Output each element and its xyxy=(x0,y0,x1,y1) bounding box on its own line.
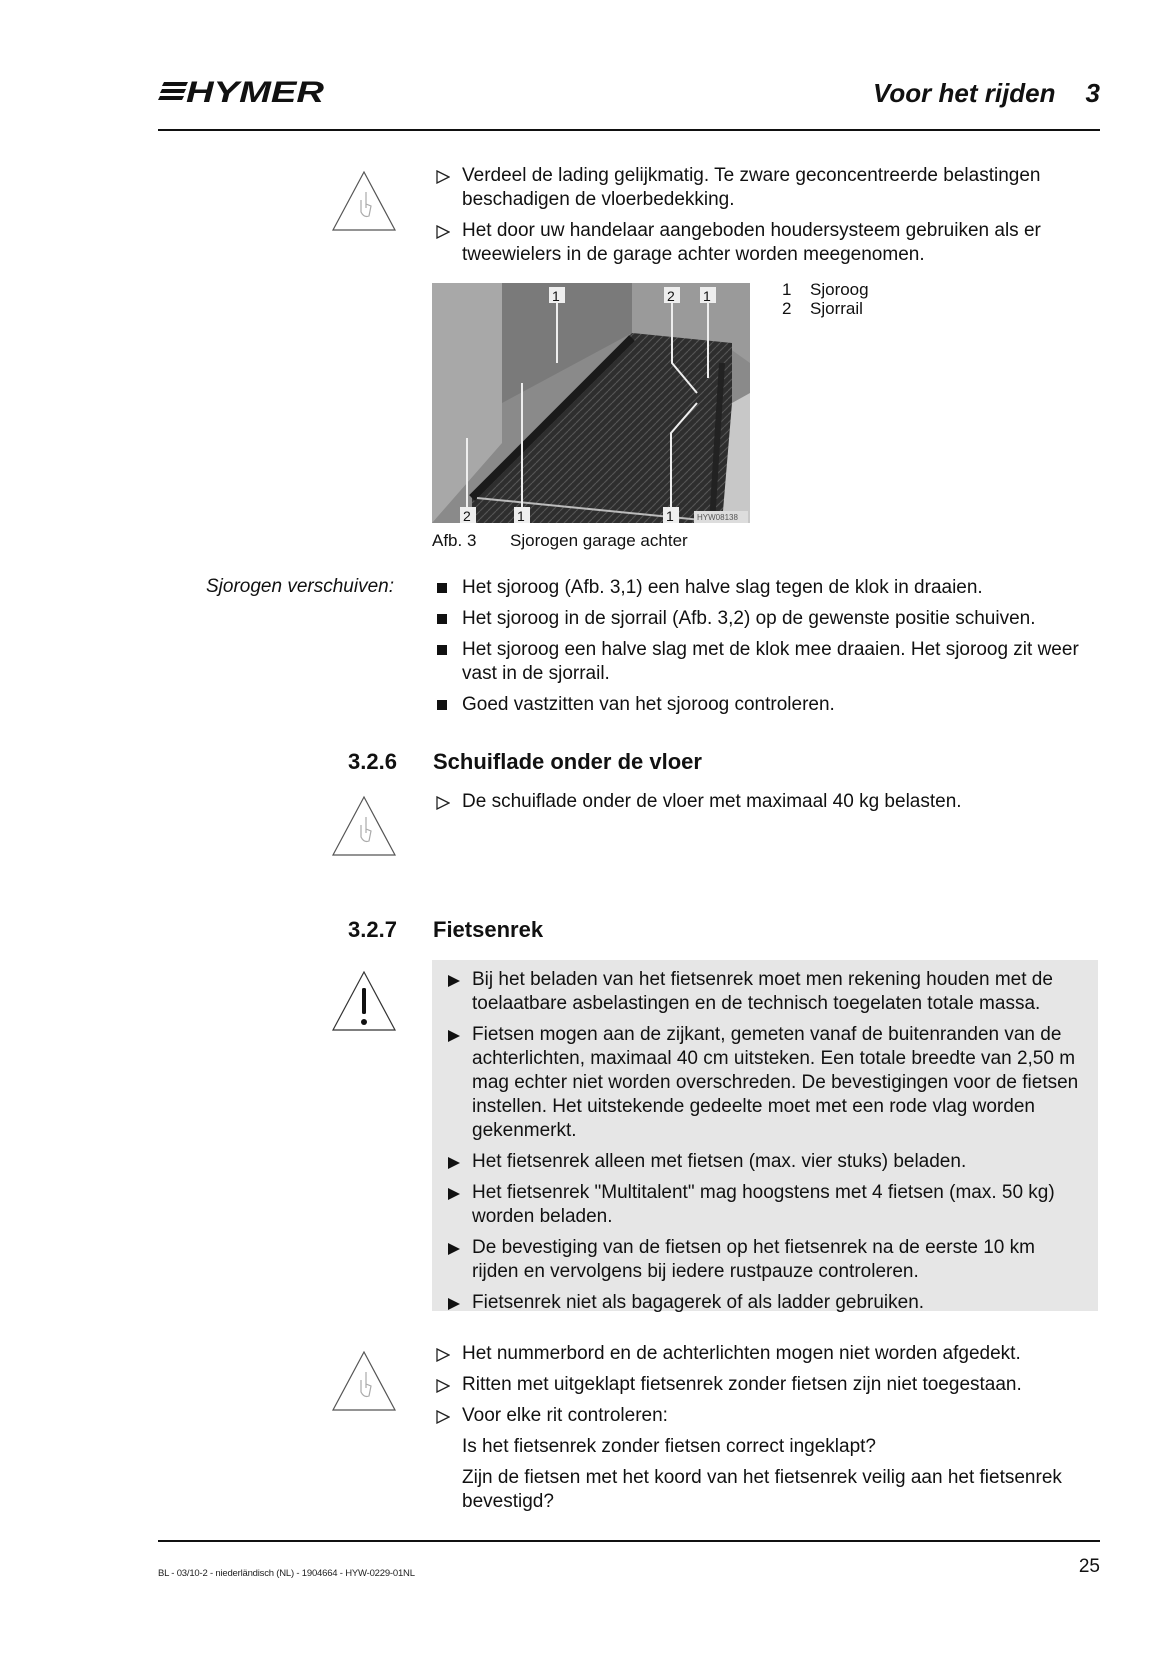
list-item: Het sjoroog (Afb. 3,1) een halve slag tegen de klok in draaien. xyxy=(432,576,1100,600)
footer-rule xyxy=(158,1540,1100,1542)
hollow-triangle-bullet-icon xyxy=(436,1404,454,1424)
figure-callout: 1 xyxy=(703,288,711,304)
caption-label: Afb. 3 xyxy=(432,531,477,550)
list-item: Het fietsenrek "Multitalent" mag hoogstens met 4 fietsen (max. 50 kg) worden beladen. xyxy=(443,1181,1083,1229)
garage-photo xyxy=(432,283,750,523)
check-item: Is het fietsenrek zonder fietsen correct ingeklapt? xyxy=(462,1436,877,1457)
filled-triangle-bullet-icon xyxy=(447,1181,465,1201)
logo-speed-lines-icon xyxy=(158,82,188,100)
fietsenrek-notes-list xyxy=(432,1342,1100,1521)
page-number: 25 xyxy=(1078,1556,1100,1577)
list-item: Het fietsenrek alleen met fietsen (max. vier stuks) beladen. xyxy=(443,1150,1083,1174)
procedure-label: Sjorogen verschuiven: xyxy=(206,576,394,597)
chapter-header xyxy=(873,78,1100,109)
list-item: Goed vastzitten van het sjoroog controleren. xyxy=(432,693,1100,717)
list-item: Voor elke rit controleren: xyxy=(432,1404,1100,1428)
figure-caption xyxy=(432,531,688,551)
figure-image-code: HYW08138 xyxy=(697,513,738,522)
hymer-logo xyxy=(158,76,326,108)
hollow-triangle-bullet-icon xyxy=(436,164,454,184)
document-reference: BL - 03/10-2 - niederländisch (NL) - 1904664 - HYW-0229-01NL xyxy=(158,1568,415,1579)
list-item: Fietsenrek niet als bagagerek of als ladder gebruiken. xyxy=(443,1291,1083,1315)
fietsenrek-warning-list xyxy=(443,968,1083,1322)
check-item: Zijn de fietsen met het koord van het fietsenrek veilig aan het fietsenrek bevestigd? xyxy=(462,1467,1062,1512)
hollow-triangle-bullet-icon xyxy=(436,790,454,810)
list-item: De bevestiging van de fietsen op het fietsenrek na de eerste 10 km rijden en vervolgens bij iedere rustpauze controleren. xyxy=(443,1236,1083,1284)
filled-triangle-bullet-icon xyxy=(447,1291,465,1311)
square-bullet-icon xyxy=(436,693,454,711)
legend-item: 1 Sjoroog xyxy=(782,280,869,299)
square-bullet-icon xyxy=(436,638,454,656)
figure-callout: 1 xyxy=(666,508,674,523)
intro-warning-list xyxy=(432,164,1100,274)
legend-item: 2 Sjorrail xyxy=(782,299,863,318)
figure-callout: 1 xyxy=(552,288,560,304)
procedure-steps xyxy=(432,576,1100,724)
square-bullet-icon xyxy=(436,576,454,594)
list-item: Het sjoroog een halve slag met de klok mee draaien. Het sjoroog zit weer vast in de sjorrail. xyxy=(432,638,1100,686)
square-bullet-icon xyxy=(436,607,454,625)
hollow-triangle-bullet-icon xyxy=(436,1342,454,1362)
filled-triangle-bullet-icon xyxy=(447,968,465,988)
figure-callout: 1 xyxy=(517,508,525,523)
caution-hand-icon xyxy=(331,795,397,857)
section-number: 3.2.6 xyxy=(348,749,397,774)
warning-exclamation-icon xyxy=(331,970,397,1032)
header-rule xyxy=(158,129,1100,131)
filled-triangle-bullet-icon xyxy=(447,1150,465,1170)
caution-hand-icon xyxy=(331,170,397,232)
section-title: Fietsenrek xyxy=(433,917,544,942)
figure-callout: 2 xyxy=(667,288,675,304)
list-item: De schuiflade onder de vloer met maximaal 40 kg belasten. xyxy=(432,790,1100,814)
chapter-title: Voor het rijden xyxy=(873,78,1056,108)
chapter-number: 3 xyxy=(1085,78,1100,108)
list-item: Het sjoroog in de sjorrail (Afb. 3,2) op de gewenste positie schuiven. xyxy=(432,607,1100,631)
section-number: 3.2.7 xyxy=(348,917,397,942)
caution-hand-icon xyxy=(331,1350,397,1412)
figure-legend xyxy=(782,280,869,318)
list-item: Bij het beladen van het fietsenrek moet men rekening houden met de toelaatbare asbelastingen en de technisch toegelaten totale massa. xyxy=(443,968,1083,1016)
list-item: Het door uw handelaar aangeboden houdersysteem gebruiken als er tweewielers in de garage achter worden meegenomen. xyxy=(432,219,1100,267)
filled-triangle-bullet-icon xyxy=(447,1236,465,1256)
list-item: Het nummerbord en de achterlichten mogen niet worden afgedekt. xyxy=(432,1342,1100,1366)
figure-callout: 2 xyxy=(463,508,471,523)
filled-triangle-bullet-icon xyxy=(447,1023,465,1043)
section-title: Schuiflade onder de vloer xyxy=(433,749,702,774)
logo-text: HYMER xyxy=(186,76,325,108)
section-326-list xyxy=(432,790,1100,821)
list-item: Fietsen mogen aan de zijkant, gemeten vanaf de buitenranden van de achterlichten, maximaal 40 cm uitsteken. Een totale breedte van 2,50 m mag echter niet worden overschreden. De bevestigingen voor de fietsen instellen. Het uitstekende gedeelte moet met een rode vlag worden gekenmerkt. xyxy=(443,1023,1083,1143)
hollow-triangle-bullet-icon xyxy=(436,1373,454,1393)
caption-text: Sjorogen garage achter xyxy=(510,531,688,550)
list-item: Ritten met uitgeklapt fietsenrek zonder fietsen zijn niet toegestaan. xyxy=(432,1373,1100,1397)
list-item: Verdeel de lading gelijkmatig. Te zware geconcentreerde belastingen beschadigen de vloerbedekking. xyxy=(432,164,1100,212)
hollow-triangle-bullet-icon xyxy=(436,219,454,239)
